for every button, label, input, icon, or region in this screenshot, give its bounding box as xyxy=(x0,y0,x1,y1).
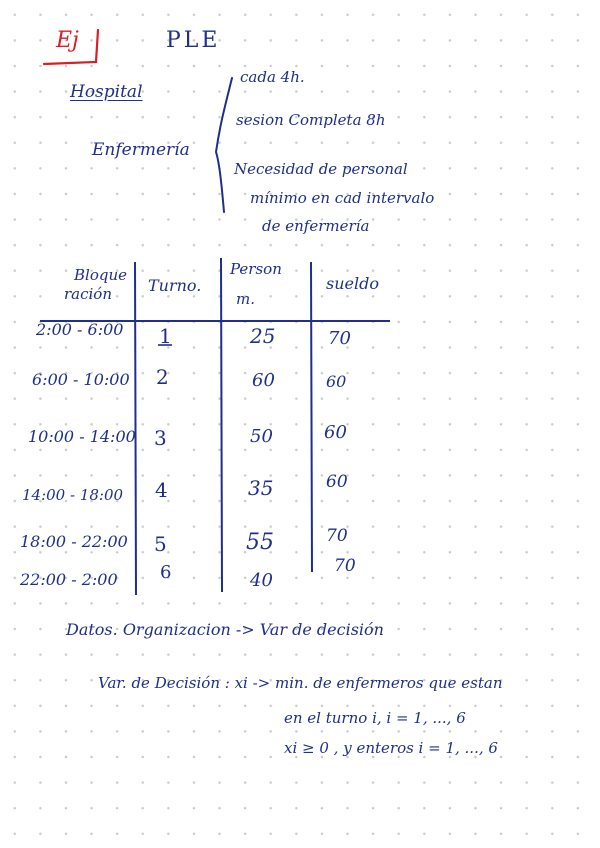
header-bloque-2: ración xyxy=(64,285,113,303)
row-2-personal: 60 xyxy=(252,370,275,391)
note-3: Necesidad de personal xyxy=(234,160,408,178)
row-5-bloque: 18:00 - 22:00 xyxy=(20,532,128,551)
row-1-personal: 25 xyxy=(250,324,276,348)
decision-line-1: Var. de Decisión : xi -> min. de enfermeros que estan xyxy=(98,674,503,692)
row-4-turno: 4 xyxy=(155,478,168,502)
brace xyxy=(216,78,232,212)
row-2-bloque: 6:00 - 10:00 xyxy=(32,370,130,389)
row-2-turno: 2 xyxy=(156,365,169,389)
decision-line-2: en el turno i, i = 1, ..., 6 xyxy=(284,709,466,727)
note-1: cada 4h. xyxy=(240,68,305,86)
row-2-sueldo: 60 xyxy=(326,372,347,391)
header-personal-1: Person xyxy=(230,260,282,278)
enfermeria-label: Enfermería xyxy=(92,140,190,160)
row-5-turno: 5 xyxy=(154,532,167,556)
hospital-label: Hospital xyxy=(70,82,143,102)
header-bloque-1: Bloque xyxy=(74,266,127,284)
row-1-turno: 1 xyxy=(159,324,172,348)
row-3-personal: 50 xyxy=(250,426,273,447)
row-6-personal: 40 xyxy=(250,570,273,591)
row-6-turno: 6 xyxy=(160,562,172,583)
note-4: mínimo en cad intervalo xyxy=(250,189,435,207)
row-5-personal: 55 xyxy=(246,530,274,555)
header-turno: Turno. xyxy=(148,276,202,295)
row-4-sueldo: 60 xyxy=(326,472,348,492)
row-3-sueldo: 60 xyxy=(324,422,347,443)
note-5: de enfermería xyxy=(262,217,370,235)
row-6-sueldo: 70 xyxy=(334,556,356,576)
datos-line: Datos. Organizacion -> Var de decisión xyxy=(66,620,384,639)
row-1-bloque: 2:00 - 6:00 xyxy=(36,320,124,339)
table-col-rule-2 xyxy=(221,258,222,592)
page-title: PLE xyxy=(166,28,221,53)
decision-line-3: xi ≥ 0 , y enteros i = 1, ..., 6 xyxy=(284,739,498,757)
header-personal-2: m. xyxy=(236,290,255,308)
row-1-sueldo: 70 xyxy=(328,328,351,349)
row-4-personal: 35 xyxy=(248,476,274,500)
row-3-turno: 3 xyxy=(154,426,167,450)
ej-label: Ej xyxy=(56,28,79,53)
row-5-sueldo: 70 xyxy=(326,526,348,546)
header-sueldo: sueldo xyxy=(326,274,379,293)
row-3-bloque: 10:00 - 14:00 xyxy=(28,427,136,446)
row-4-bloque: 14:00 - 18:00 xyxy=(22,486,124,504)
table-col-rule-3 xyxy=(311,262,312,572)
row-6-bloque: 22:00 - 2:00 xyxy=(20,570,118,589)
note-2: sesion Completa 8h xyxy=(236,111,386,129)
